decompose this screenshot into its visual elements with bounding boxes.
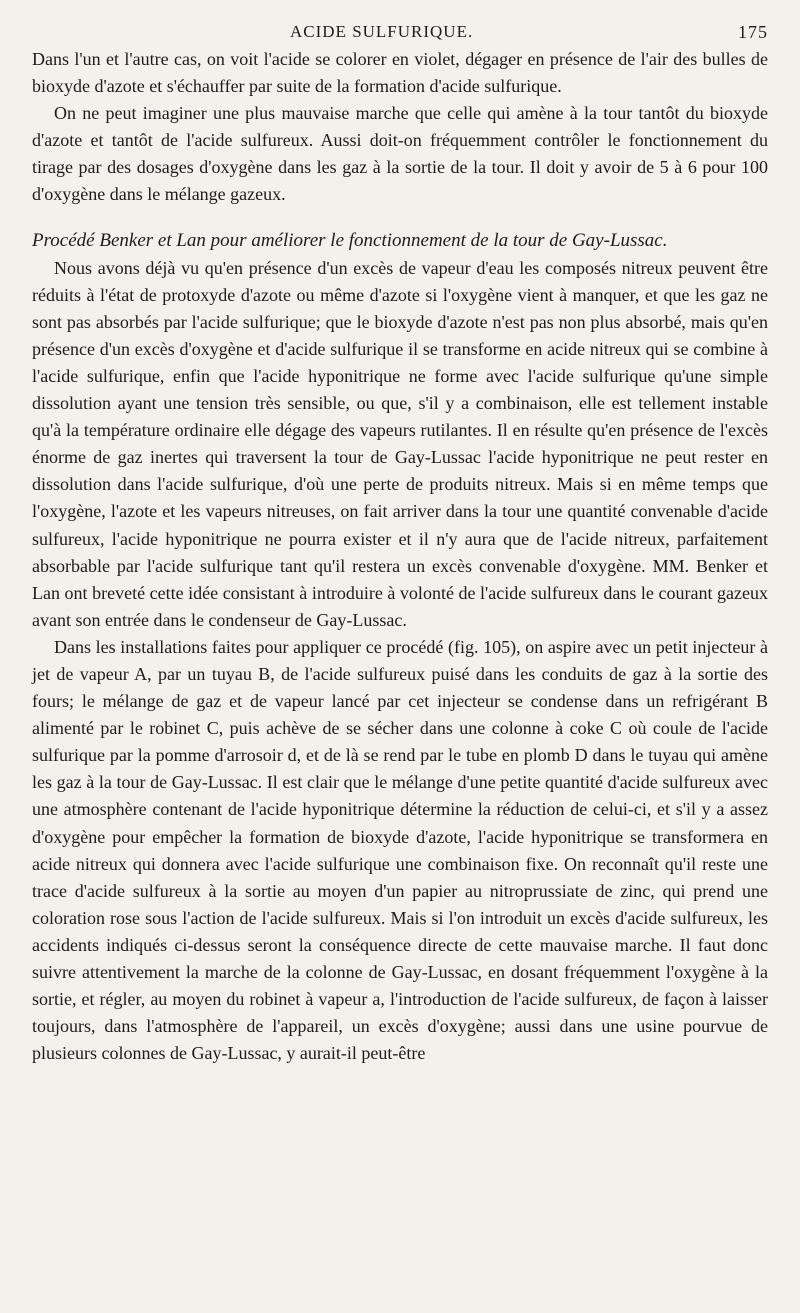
section-spacer bbox=[32, 209, 768, 226]
section-title: Procédé Benker et Lan pour améliorer le fonctionnement de la tour de Gay-Lussac. bbox=[32, 229, 668, 251]
running-title: ACIDE SULFURIQUE. bbox=[290, 22, 474, 41]
paragraph-4: Dans les installations faites pour appliquer ce procédé (fig. 105), on aspire avec un petit injecteur à jet de vapeur A, par un tuyau B, de l'acide sulfureux puisé dans les conduits de gaz à la sortie des fours; le mélange de gaz et de vapeur lancé par cet injecteur se condense dans un refrigérant B alimenté par le robinet C, puis achève de se sécher dans une colonne à coke C où coule de l'acide sulfurique par la pomme d'arrosoir d, et de là se rend par le tube en plomb D dans le tuyau qui amène les gaz à la tour de Gay-Lussac. Il est clair que le mélange d'une petite quantité d'acide sulfureux avec une atmosphère contenant de l'acide hyponitrique détermine la réduction de celui-ci, et s'il y a assez d'oxygène pour empêcher la formation de bioxyde d'azote, l'acide hyponitrique se transformera en acide nitreux qui donnera avec l'acide sulfurique une combinaison fixe. On reconnaît qu'il reste une trace d'acide sulfureux à la sortie au moyen d'un papier au nitroprussiate de zinc, qui prend une coloration rose sous l'action de l'acide sulfureux. Mais si l'on introduit un excès d'acide sulfureux, les accidents indiqués ci-dessus seront la conséquence directe de cette mauvaise marche. Il faut donc suivre attentivement la marche de la colonne de Gay-Lussac, en dosant fréquemment l'oxygène à la sortie, et régler, au moyen du robinet à vapeur a, l'introduction de l'acide sulfureux, de façon à laisser toujours, dans l'atmosphère de l'appareil, un excès d'oxygène; aussi dans une usine pourvue de plusieurs colonnes de Gay-Lussac, y aurait-il peut-être bbox=[32, 636, 768, 1064]
paragraph-1: Dans l'un et l'autre cas, on voit l'acide se colorer en violet, dégager en présence de l'air des bulles de bioxyde d'azote et s'échauffer par suite de la formation d'acide sulfurique. bbox=[32, 49, 768, 97]
paragraph-3: Nous avons déjà vu qu'en présence d'un excès de vapeur d'eau les composés nitreux peuvent être réduits à l'état de protoxyde d'azote ou même d'azote si l'oxygène vient à manquer, et que les gaz ne sont pas absorbés par l'acide sulfurique; que le bioxyde d'azote n'est pas non plus absorbé, mais qu'en présence d'un excès d'oxygène et d'acide sulfurique il se transforme en acide nitreux qui se combine à l'acide sulfurique, enfin que l'acide hyponitrique ne forme avec l'acide sulfurique qu'une simple dissolution ayant une tension très sensible, ou que, s'il y a combinaison, elle est tellement instable qu'à la température ordinaire elle dégage des vapeurs rutilantes. Il en résulte qu'en présence de l'excès énorme de gaz inertes qui traversent la tour de Gay-Lussac l'acide hyponitrique ne peut rester en dissolution dans l'acide sulfurique, d'où une perte de produits nitreux. Mais si en même temps que l'oxygène, l'azote et les vapeurs nitreuses, on fait arriver dans la tour une quantité convenable d'acide sulfureux, l'acide hyponitrique ne pourra exister et il n'y aura que de l'acide nitreux, parfaitement absorbable par l'acide sulfurique tant qu'il restera un excès convenable d'oxygène. MM. Benker et Lan ont breveté cette idée consistant à introduire à volonté de l'acide sulfureux dans le courant gazeux avant son entrée dans le condenseur de Gay-Lussac. bbox=[32, 257, 768, 630]
page-number: 175 bbox=[738, 22, 768, 42]
paragraph-2: On ne peut imaginer une plus mauvaise marche que celle qui amène à la tour tantôt du bioxyde d'azote et tantôt de l'acide sulfureux. Aussi doit-on fréquemment contrôler le fonctionnement du tirage par des dosages d'oxygène dans les gaz à la sortie de la tour. Il doit y avoir de 5 à 6 pour 100 d'oxygène dans le mélange gazeux. bbox=[32, 103, 768, 205]
page-header bbox=[32, 20, 768, 46]
book-page bbox=[32, 20, 768, 1067]
